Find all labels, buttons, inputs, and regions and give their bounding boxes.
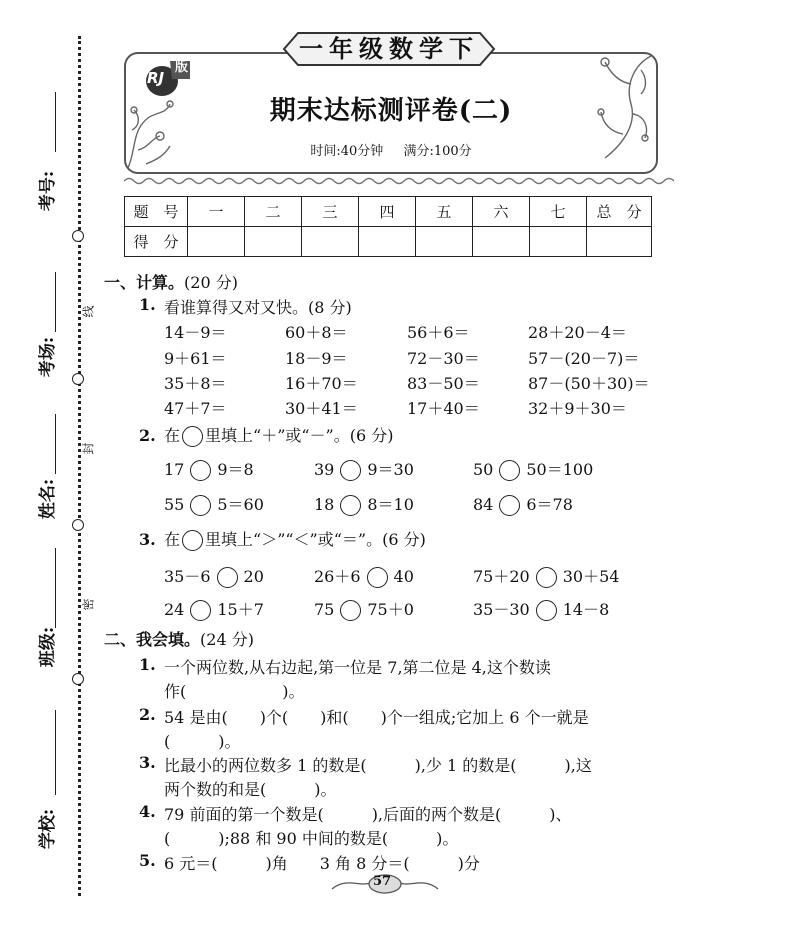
score-cell[interactable] xyxy=(302,227,359,257)
score-cell[interactable] xyxy=(416,227,473,257)
answer-circle[interactable] xyxy=(536,567,557,588)
exam-number-label: 考号: xyxy=(38,170,59,212)
fill-blank-question: ( )。 xyxy=(164,732,241,751)
compare-item: 75 75＋0 xyxy=(314,600,414,619)
score-cell[interactable] xyxy=(245,227,302,257)
name-line xyxy=(55,414,56,474)
binding-strip xyxy=(0,0,100,930)
fill-blank-question: 6 元＝( )角 3 角 8 分＝( )分 xyxy=(164,854,480,873)
expression: 32＋9＋30＝ xyxy=(528,399,627,418)
question-number: 2. xyxy=(139,426,156,445)
student-name-label: 姓名: xyxy=(38,478,59,520)
table-header-cell: 二 xyxy=(245,197,302,227)
section-title: 一、计算。 xyxy=(104,273,185,292)
answer-circle[interactable] xyxy=(190,460,211,481)
question-number: 2. xyxy=(139,705,156,724)
table-header-cell: 题 号 xyxy=(125,197,188,227)
fill-blank-question: 一个两位数,从右边起,第一位是 7,第二位是 4,这个数读 xyxy=(164,658,551,677)
score-cell[interactable] xyxy=(587,227,652,257)
expression: 72－30＝ xyxy=(407,349,480,368)
fill-sign-item: 17 9＝8 xyxy=(164,460,254,479)
answer-circle[interactable] xyxy=(367,567,388,588)
name-line xyxy=(55,92,56,152)
answer-circle[interactable] xyxy=(190,600,211,621)
dotted-cut-line xyxy=(78,36,81,896)
full-score: 满分:100分 xyxy=(403,144,472,159)
fill-blank-question: 两个数的和是( )。 xyxy=(164,780,337,799)
question-text: 在 里填上“＞”“＜”或“＝”。(6 分) xyxy=(164,530,426,549)
section-title: 二、我会填。 xyxy=(104,630,201,649)
fill-blank-question: 作( )。 xyxy=(164,682,305,701)
section-2-heading xyxy=(104,627,254,650)
answer-circle[interactable] xyxy=(340,600,361,621)
expression: 17＋40＝ xyxy=(407,399,480,418)
compare-item: 26＋6 40 xyxy=(314,567,414,586)
class-label: 班级: xyxy=(38,626,59,668)
name-line xyxy=(55,710,56,795)
binding-hole-icon xyxy=(72,373,84,385)
cut-word-line: 线 xyxy=(81,305,96,318)
binding-hole-icon xyxy=(72,519,84,531)
question-number: 3. xyxy=(139,530,156,549)
table-header-cell: 七 xyxy=(530,197,587,227)
table-row xyxy=(125,227,652,257)
section-1-heading xyxy=(104,270,238,293)
compare-item: 24 15＋7 xyxy=(164,600,264,619)
answer-circle[interactable] xyxy=(340,460,361,481)
compare-item: 75＋20 30＋54 xyxy=(473,567,620,586)
question-text: 在 里填上“＋”或“－”。(6 分) xyxy=(164,426,394,445)
question-number: 4. xyxy=(139,802,156,821)
question-number: 3. xyxy=(139,753,156,772)
table-header-cell: 五 xyxy=(416,197,473,227)
expression: 14－9＝ xyxy=(164,323,227,342)
name-line xyxy=(55,272,56,332)
section-points: (20 分) xyxy=(184,273,238,292)
wave-divider xyxy=(124,176,674,186)
answer-circle[interactable] xyxy=(217,567,238,588)
table-header-cell: 总 分 xyxy=(587,197,652,227)
circle-blank-icon xyxy=(182,530,203,551)
circle-blank-icon xyxy=(182,426,203,447)
time-limit: 时间:40分钟 xyxy=(310,144,384,159)
answer-circle[interactable] xyxy=(499,495,520,516)
name-line xyxy=(55,548,56,628)
score-table xyxy=(124,196,652,257)
answer-circle[interactable] xyxy=(536,600,557,621)
question-number: 5. xyxy=(139,851,156,870)
grade-banner-text: 一年级数学下 xyxy=(299,35,479,63)
table-header-cell: 四 xyxy=(359,197,416,227)
table-header-cell: 六 xyxy=(473,197,530,227)
fill-sign-item: 39 9＝30 xyxy=(314,460,414,479)
binding-hole-icon xyxy=(72,673,84,685)
expression: 35＋8＝ xyxy=(164,374,227,393)
fill-sign-item: 18 8＝10 xyxy=(314,495,414,514)
answer-circle[interactable] xyxy=(190,495,211,516)
fill-blank-question: 54 是由( )个( )和( )个一组成;它加上 6 个一就是 xyxy=(164,708,589,727)
answer-circle[interactable] xyxy=(499,460,520,481)
expression: 16＋70＝ xyxy=(285,374,358,393)
expression: 18－9＝ xyxy=(285,349,348,368)
fill-sign-item: 55 5＝60 xyxy=(164,495,264,514)
expression: 56＋6＝ xyxy=(407,323,470,342)
cut-word-seal: 封 xyxy=(81,442,96,455)
edition-code: RJ xyxy=(147,69,165,87)
cut-word-secret: 密 xyxy=(81,598,96,611)
section-points: (24 分) xyxy=(200,630,254,649)
question-text: 看谁算得又对又快。(8 分) xyxy=(164,298,352,317)
table-header-cell: 三 xyxy=(302,197,359,227)
expression: 83－50＝ xyxy=(407,374,480,393)
page-title: 期末达标测评卷(二) xyxy=(269,96,513,126)
compare-item: 35－6 20 xyxy=(164,567,264,586)
score-cell[interactable] xyxy=(359,227,416,257)
school-label: 学校: xyxy=(38,808,59,850)
fill-blank-question: 79 前面的第一个数是( ),后面的两个数是( )、 xyxy=(164,805,572,824)
expression: 47＋7＝ xyxy=(164,399,227,418)
fill-sign-item: 84 6＝78 xyxy=(473,495,573,514)
table-row-label: 得 分 xyxy=(125,227,188,257)
score-cell[interactable] xyxy=(473,227,530,257)
page-number: 57 xyxy=(373,874,392,889)
binding-hole-icon xyxy=(72,230,84,242)
question-number: 1. xyxy=(139,295,156,314)
fill-blank-question: ( );88 和 90 中间的数是( )。 xyxy=(164,829,459,848)
edition-suffix: 版 xyxy=(175,60,189,75)
expression: 87－(50＋30)＝ xyxy=(528,374,650,393)
expression: 57－(20－7)＝ xyxy=(528,349,640,368)
exam-info xyxy=(124,140,658,159)
fill-sign-item: 50 50＝100 xyxy=(473,460,594,479)
score-cell[interactable] xyxy=(188,227,245,257)
fill-blank-question: 比最小的两位数多 1 的数是( ),少 1 的数是( ),这 xyxy=(164,756,592,775)
exam-room-label: 考场: xyxy=(38,336,59,378)
expression: 9＋61＝ xyxy=(164,349,227,368)
score-cell[interactable] xyxy=(530,227,587,257)
compare-item: 35－30 14－8 xyxy=(473,600,610,619)
expression: 30＋41＝ xyxy=(285,399,358,418)
expression: 60＋8＝ xyxy=(285,323,348,342)
table-row xyxy=(125,197,652,227)
table-header-cell: 一 xyxy=(188,197,245,227)
answer-circle[interactable] xyxy=(340,495,361,516)
expression: 28＋20－4＝ xyxy=(528,323,627,342)
question-number: 1. xyxy=(139,655,156,674)
